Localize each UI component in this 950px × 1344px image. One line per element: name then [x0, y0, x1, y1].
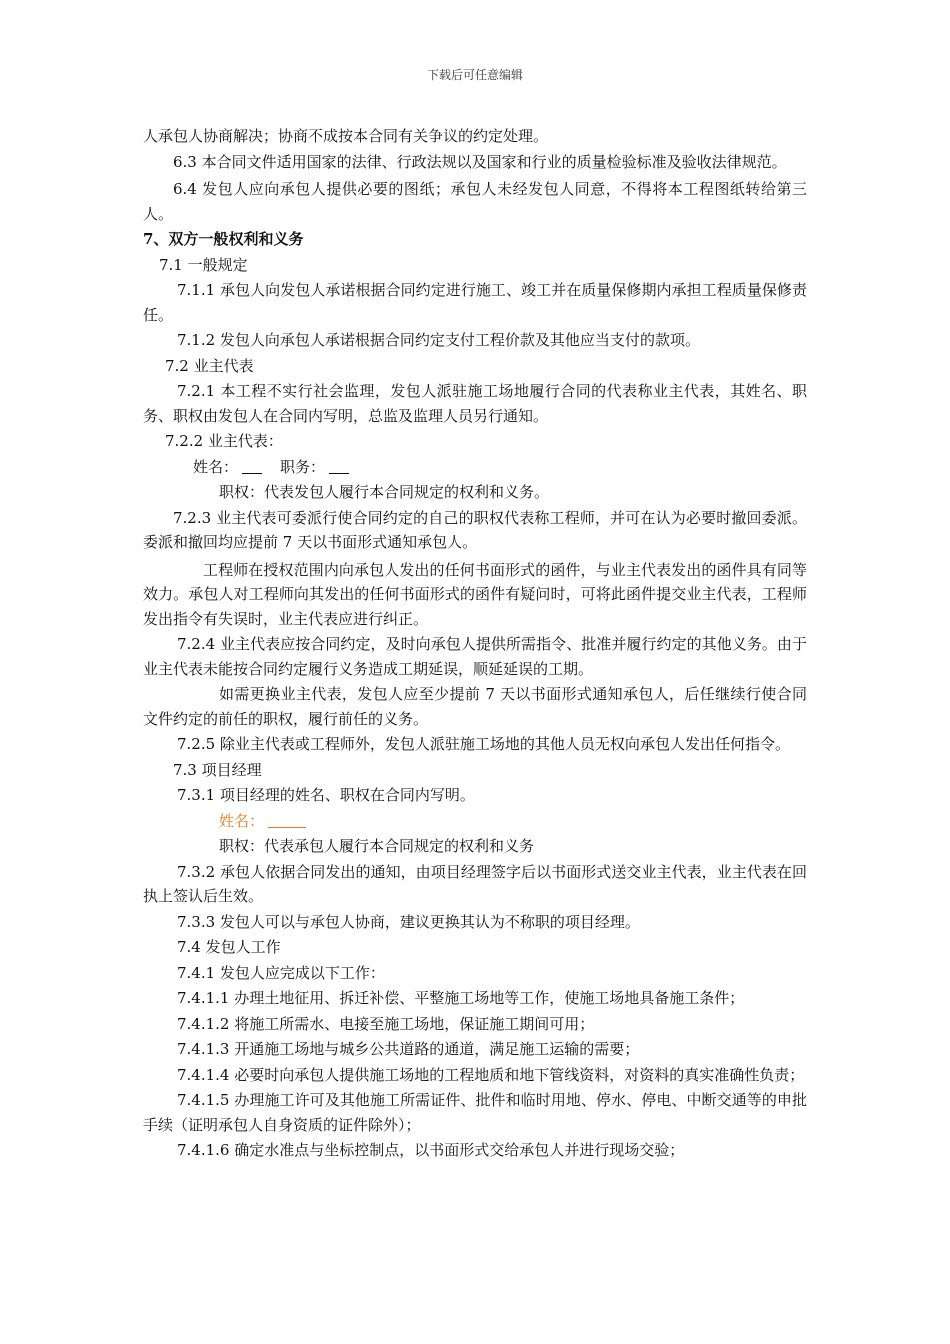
section-heading: 7、双方一般权利和义务	[143, 230, 304, 248]
title-label: 职务：	[280, 457, 326, 476]
paragraph: 6.3 本合同文件适用国家的法律、行政法规以及国家和行业的质量检验标准及验收法律规范。	[173, 152, 787, 171]
paragraph: 7.2.5 除业主代表或工程师外，发包人派驻施工场地的其他人员无权向承包人发出任何指令。	[177, 735, 790, 753]
paragraph: 7.4.1.2 将施工所需水、电接至施工场地，保证施工期间可用；	[177, 1014, 595, 1033]
paragraph: 6.4 发包人应向承包人提供必要的图纸；承包人未经发包人同意，不得将本工程图纸转给第三人。	[143, 180, 807, 223]
subsection-heading: 7.1 一般规定	[159, 255, 248, 274]
paragraph: 7.3.1 项目经理的姓名、职权在合同内写明。	[177, 786, 475, 804]
paragraph: 7.2.3 业主代表可委派行使合同约定的自己的职权代表称工程师，并可在认为必要时撤回委派。委派和撤回均应提前 7 天以书面形式通知承包人。	[143, 508, 807, 551]
paragraph: 职权：代表承包人履行本合同规定的权利和义务	[219, 837, 535, 855]
name-blank[interactable]	[242, 459, 262, 474]
page-header: 下载后可任意编辑	[426, 68, 523, 82]
paragraph: 7.1.1 承包人向发包人承诺根据合同约定进行施工、竣工并在质量保修期内承担工程质量保修责任。	[143, 281, 807, 324]
owner-rep-fields	[143, 455, 807, 480]
pm-name-field	[143, 809, 807, 834]
paragraph: 7.3.2 承包人依据合同发出的通知，由项目经理签字后以书面形式送交业主代表，业主代表在回执上签认后生效。	[143, 862, 807, 905]
paragraph: 7.2.2 业主代表：	[165, 432, 283, 450]
paragraph: 7.4.1.1 办理土地征用、拆迁补偿、平整施工场地等工作，使施工场地具备施工条件；	[177, 989, 745, 1007]
paragraph: 7.1.2 发包人向承包人承诺根据合同约定支付工程价款及其他应当支付的款项。	[177, 331, 700, 349]
paragraph: 7.4.1.5 办理施工许可及其他施工所需证件、批件和临时用地、停水、停电、中断交通等的申批手续（证明承包人自身资质的证件除外）；	[143, 1091, 807, 1134]
subsection-heading: 7.3 项目经理	[173, 760, 262, 779]
paragraph: 人承包人协商解决；协商不成按本合同有关争议的约定处理。	[143, 127, 549, 145]
pm-name-label: 姓名：	[219, 811, 265, 830]
title-blank[interactable]	[329, 459, 349, 474]
paragraph: 职权：代表发包人履行本合同规定的权利和义务。	[219, 483, 550, 501]
paragraph: 如需更换业主代表，发包人应至少提前 7 天以书面形式通知承包人，后任继续行使合同文件约定的前任的职权，履行前任的义务。	[143, 685, 807, 728]
paragraph: 工程师在授权范围内向承包人发出的任何书面形式的函件，与业主代表发出的函件具有同等效力。承包人对工程师向其发出的任何书面形式的函件有疑问时，可将此函件提交业主代表，工程师发出指令有失误时，业主代表应进行纠正。	[143, 560, 807, 628]
name-label: 姓名：	[193, 457, 239, 476]
paragraph: 7.2.4 业主代表应按合同约定，及时向承包人提供所需指令、批准并履行约定的其他义务。由于业主代表未能按合同约定履行义务造成工期延误，顺延延误的工期。	[143, 635, 807, 678]
subsection-heading: 7.2 业主代表	[165, 356, 254, 375]
paragraph: 7.2.1 本工程不实行社会监理，发包人派驻施工场地履行合同的代表称业主代表，其姓名、职务、职权由发包人在合同内写明，总监及监理人员另行通知。	[143, 382, 807, 425]
subsection-heading: 7.4 发包人工作	[177, 938, 281, 956]
paragraph: 7.4.1.3 开通施工场地与城乡公共道路的通道，满足施工运输的需要；	[177, 1040, 640, 1058]
paragraph: 7.3.3 发包人可以与承包人协商，建议更换其认为不称职的项目经理。	[177, 912, 640, 931]
paragraph: 7.4.1 发包人应完成以下工作：	[177, 963, 385, 982]
document-body	[143, 124, 807, 1164]
paragraph: 7.4.1.6 确定水准点与坐标控制点，以书面形式交给承包人并进行现场交验；	[177, 1141, 685, 1159]
paragraph: 7.4.1.4 必要时向承包人提供施工场地的工程地质和地下管线资料，对资料的真实准确性负责；	[177, 1065, 805, 1084]
pm-name-blank[interactable]	[268, 813, 306, 828]
